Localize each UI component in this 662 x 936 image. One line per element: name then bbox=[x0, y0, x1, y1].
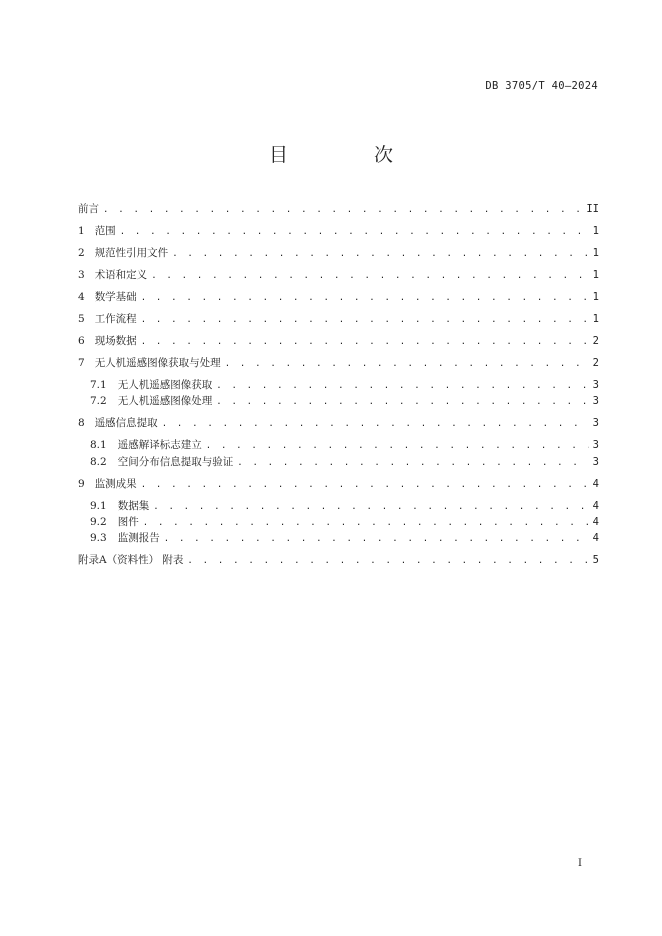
toc-entry-label: 遥感解译标志建立 bbox=[117, 439, 202, 452]
toc-entry-number: 8 bbox=[78, 417, 85, 430]
toc-entry-page: 3 bbox=[592, 455, 599, 468]
page-title: 目 次 bbox=[268, 144, 434, 166]
toc-entry-page: 1 bbox=[592, 224, 599, 237]
toc-entry-label: 前言 bbox=[78, 203, 99, 215]
toc-entry[interactable] bbox=[78, 201, 599, 217]
toc-entry-number: 8.2 bbox=[90, 455, 107, 468]
toc-entry-label: 范围 bbox=[94, 224, 116, 237]
toc-entry[interactable] bbox=[78, 267, 599, 283]
toc-entry-page: 3 bbox=[592, 378, 599, 391]
toc-leader-dots bbox=[141, 334, 589, 350]
toc-entry[interactable] bbox=[78, 355, 599, 371]
toc-entry[interactable] bbox=[78, 437, 599, 453]
toc-entry[interactable] bbox=[78, 498, 599, 514]
toc-leader-dots bbox=[164, 531, 589, 547]
toc-entry-page: 4 bbox=[592, 477, 599, 490]
toc-entry[interactable] bbox=[78, 454, 599, 470]
toc-leader-dots bbox=[206, 438, 589, 454]
toc-entry[interactable] bbox=[78, 530, 599, 546]
toc-entry-page: 4 bbox=[592, 532, 599, 545]
toc-entry-number: 5 bbox=[78, 312, 85, 325]
toc-entry-label: 无人机遥感图像处理 bbox=[117, 395, 213, 408]
toc-entry-number: 8.1 bbox=[90, 439, 107, 452]
page-number: I bbox=[578, 858, 582, 869]
toc-entry[interactable] bbox=[78, 393, 599, 409]
toc-entry-label: 监测报告 bbox=[117, 532, 160, 545]
toc-entry-page: 2 bbox=[592, 334, 599, 347]
toc-leader-dots bbox=[153, 499, 588, 515]
toc-entry[interactable] bbox=[78, 476, 599, 492]
toc-entry-label: 规范性引用文件 bbox=[94, 246, 169, 259]
toc-entry-number: 9.2 bbox=[90, 515, 107, 528]
toc-entry[interactable] bbox=[78, 415, 599, 431]
toc-entry[interactable] bbox=[78, 333, 599, 349]
toc-leader-dots bbox=[216, 378, 588, 394]
toc-entry[interactable] bbox=[78, 514, 599, 530]
toc-leader-dots bbox=[237, 455, 588, 471]
toc-entry-label: 术语和定义 bbox=[94, 268, 148, 281]
toc-entry-page: 3 bbox=[592, 417, 599, 430]
toc-entry-page: II bbox=[586, 203, 599, 215]
toc-entry-number: 7.2 bbox=[90, 395, 107, 408]
toc-entry-page: 4 bbox=[592, 499, 599, 512]
toc-entry-page: 3 bbox=[592, 439, 599, 452]
toc-entry-number: 3 bbox=[78, 268, 85, 281]
toc-entry-label: 工作流程 bbox=[94, 312, 137, 325]
toc-leader-dots bbox=[141, 290, 589, 306]
toc-leader-dots bbox=[141, 477, 589, 493]
toc-leader-dots bbox=[151, 268, 588, 284]
toc-entry-number: 2 bbox=[78, 246, 85, 259]
toc-entry-label: 图件 bbox=[117, 515, 139, 528]
toc-entry-page: 2 bbox=[592, 356, 599, 369]
toc-entry-label: 无人机遥感图像获取与处理 bbox=[94, 356, 221, 369]
toc-entry-number: 7 bbox=[78, 356, 85, 369]
toc-entry-number: 9.3 bbox=[90, 532, 107, 545]
toc-entry-number: 7.1 bbox=[90, 378, 107, 391]
table-of-contents bbox=[78, 201, 599, 569]
document-code: DB 3705/T 40—2024 bbox=[485, 80, 598, 92]
toc-leader-dots bbox=[162, 416, 589, 432]
toc-entry-number: 1 bbox=[78, 224, 85, 237]
toc-entry-label: 数据集 bbox=[117, 499, 150, 512]
toc-entry-label: 数学基础 bbox=[94, 290, 137, 303]
toc-entry-page: 4 bbox=[592, 515, 599, 528]
toc-leader-dots bbox=[225, 356, 589, 372]
toc-entry-page: 1 bbox=[592, 312, 599, 325]
toc-leader-dots bbox=[172, 246, 588, 262]
toc-entry-label: 无人机遥感图像获取 bbox=[117, 378, 213, 391]
toc-leader-dots bbox=[216, 394, 588, 410]
toc-entry-number: 9.1 bbox=[90, 499, 107, 512]
toc-entry-number: 4 bbox=[78, 290, 85, 303]
toc-entry[interactable] bbox=[78, 311, 599, 327]
toc-entry-number: 9 bbox=[78, 477, 85, 490]
toc-entry-page: 1 bbox=[592, 268, 599, 281]
toc-entry-page: 1 bbox=[592, 290, 599, 303]
toc-entry-page: 5 bbox=[592, 554, 599, 567]
toc-entry-page: 1 bbox=[592, 246, 599, 259]
toc-entry-page: 3 bbox=[592, 395, 599, 408]
toc-entry[interactable] bbox=[78, 223, 599, 239]
toc-leader-dots bbox=[120, 224, 589, 240]
toc-entry[interactable] bbox=[78, 552, 599, 568]
toc-entry-number: 6 bbox=[78, 334, 85, 347]
toc-leader-dots bbox=[141, 312, 589, 328]
toc-entry[interactable] bbox=[78, 289, 599, 305]
toc-entry[interactable] bbox=[78, 377, 599, 393]
toc-leader-dots bbox=[143, 515, 589, 531]
toc-entry[interactable] bbox=[78, 245, 599, 261]
toc-leader-dots bbox=[103, 202, 582, 218]
toc-entry-label: 现场数据 bbox=[94, 334, 137, 347]
toc-entry-label: 空间分布信息提取与验证 bbox=[117, 455, 234, 468]
toc-entry-label: 遥感信息提取 bbox=[94, 417, 158, 430]
toc-leader-dots bbox=[187, 553, 588, 569]
toc-entry-label: 附录A（资料性） 附表 bbox=[78, 554, 184, 567]
toc-entry-label: 监测成果 bbox=[94, 477, 137, 490]
